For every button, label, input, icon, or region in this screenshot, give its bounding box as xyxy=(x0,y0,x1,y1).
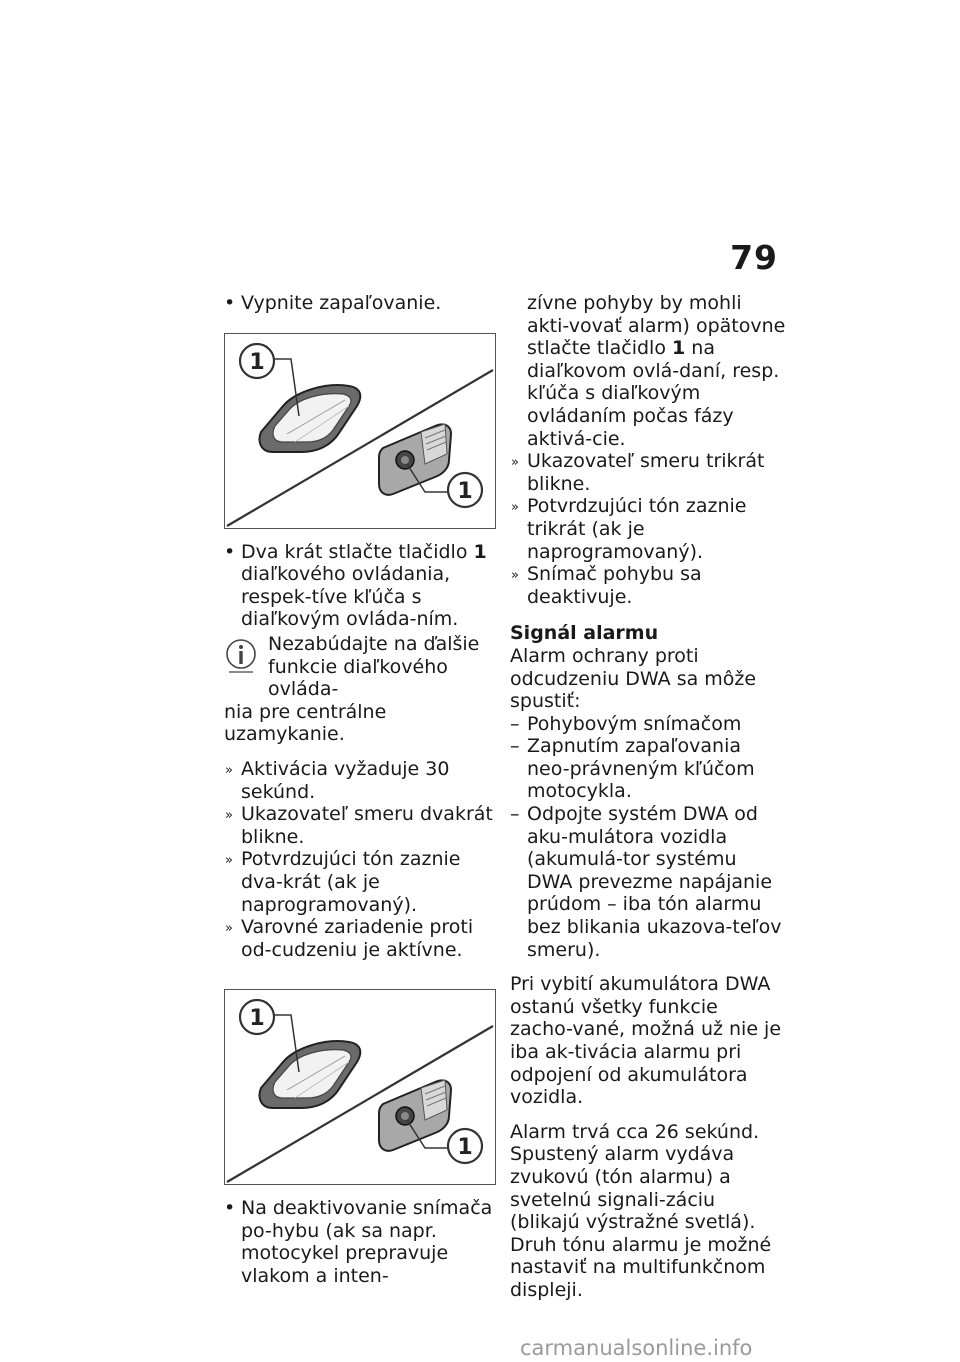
paragraph: Pri vybití akumulátora DWA ostanú všetky funkcie zacho-vané, možná už nie je iba ak-tivácia alarmu pri odpojení od akumulátora vozidla. xyxy=(510,973,782,1109)
arrow-item xyxy=(224,803,508,848)
arrow-marker: » xyxy=(511,500,519,516)
callout-label: 1 xyxy=(457,1135,473,1161)
remote-key-illustration xyxy=(225,990,495,1184)
arrow-item xyxy=(510,563,786,608)
arrow-marker: » xyxy=(225,808,233,824)
bullet-item xyxy=(224,541,508,631)
bullet-text: Na deaktivovanie snímača po-hybu (ak sa napr. motocykel prepravuje vlakom a inten- xyxy=(241,1197,493,1288)
continuation-text: zívne pohyby by mohli akti-vovať alarm) opätovne stlačte tlačidlo xyxy=(527,292,786,360)
info-note xyxy=(224,633,508,701)
bullet-marker: • xyxy=(224,540,236,563)
arrow-text: Aktivácia vyžaduje 30 sekúnd. xyxy=(241,757,450,803)
figure-remote-key-1 xyxy=(224,333,496,529)
arrow-text: Varovné zariadenie proti od-cudzeniu je aktívne. xyxy=(241,916,474,961)
arrow-marker: » xyxy=(225,853,233,869)
bullet-text: Dva krát stlačte tlačidlo xyxy=(241,540,468,563)
callout-label: 1 xyxy=(249,349,265,375)
arrow-text: Potvrdzujúci tón zaznie dva-krát (ak je naprogramovaný). xyxy=(241,848,461,916)
note-line: nia pre centrálne uzamykanie. xyxy=(224,700,387,746)
button-reference: 1 xyxy=(672,337,686,360)
bullet-item xyxy=(224,292,508,315)
arrow-text: Ukazovateľ smeru trikrát blikne. xyxy=(527,450,765,495)
dash-text: Odpojte systém DWA od aku-mulátora vozidla (akumulá-tor systému DWA prevezme napájanie prúdom – iba tón alarmu bez blikania ukazova-teľov smeru). xyxy=(527,803,782,961)
key-icon xyxy=(379,1080,451,1151)
arrow-marker: » xyxy=(225,921,233,937)
arrow-item xyxy=(224,758,508,803)
dash-item xyxy=(510,803,786,961)
remote-key-illustration xyxy=(225,334,495,528)
bullet-continuation xyxy=(510,292,786,450)
callout-label: 1 xyxy=(457,478,473,504)
remote-fob-icon xyxy=(260,385,361,452)
paragraph: Alarm trvá cca 26 sekúnd. Spustený alarm vydáva zvukovú (tón alarmu) a svetelnú signali-záciu (blikajú výstražné svetlá). Druh tónu alarmu je možné nastaviť na multifunkčnom displeji. xyxy=(510,1120,772,1301)
dash-marker: – xyxy=(510,735,520,758)
info-icon xyxy=(224,637,258,675)
note-line: funkcie diaľkového ovláda- xyxy=(268,655,448,701)
dash-marker: – xyxy=(510,712,520,735)
note-line: Nezabúdajte na ďalšie xyxy=(268,632,480,655)
right-column xyxy=(510,292,786,1302)
dash-marker: – xyxy=(510,803,520,826)
bullet-text: Vypnite zapaľovanie. xyxy=(241,292,442,314)
dash-item xyxy=(510,735,786,803)
continuation-text: na diaľkovom ovlá-daní, resp. kľúča s diaľkovým ovládaním počas fázy aktivá-cie. xyxy=(527,337,780,450)
left-column xyxy=(224,292,508,1288)
section-heading: Signál alarmu xyxy=(510,622,659,645)
bullet-marker: • xyxy=(224,292,236,314)
arrow-marker: » xyxy=(511,455,519,471)
remote-fob-icon xyxy=(260,1041,361,1108)
arrow-text: Ukazovateľ smeru dvakrát blikne. xyxy=(241,803,493,848)
arrow-text: Snímač pohybu sa deaktivuje. xyxy=(527,563,702,608)
arrow-text: Potvrdzujúci tón zaznie trikrát (ak je naprogramovaný). xyxy=(527,495,747,563)
callout-label: 1 xyxy=(249,1006,265,1032)
arrow-marker: » xyxy=(225,762,233,778)
dash-text: Zapnutím zapaľovania neo-právneným kľúčom motocykla. xyxy=(527,735,755,803)
bullet-text: diaľkového ovládania, respek-tíve kľúča s diaľkovým ovláda-ním. xyxy=(241,563,459,631)
watermark: carmanualsonline.info xyxy=(520,1336,753,1360)
page-number: 79 xyxy=(730,238,778,277)
arrow-marker: » xyxy=(511,568,519,584)
arrow-item xyxy=(224,916,508,961)
key-icon xyxy=(379,424,451,495)
arrow-item xyxy=(510,495,786,563)
figure-remote-key-2 xyxy=(224,989,496,1185)
arrow-item xyxy=(224,848,508,916)
paragraph: Alarm ochrany proti odcudzeniu DWA sa môže spustiť: xyxy=(510,644,757,713)
bullet-marker: • xyxy=(224,1197,236,1220)
bullet-item xyxy=(224,1197,508,1287)
dash-text: Pohybovým snímačom xyxy=(527,712,742,735)
dash-item xyxy=(510,713,786,736)
button-reference: 1 xyxy=(473,540,487,563)
arrow-item xyxy=(510,450,786,495)
